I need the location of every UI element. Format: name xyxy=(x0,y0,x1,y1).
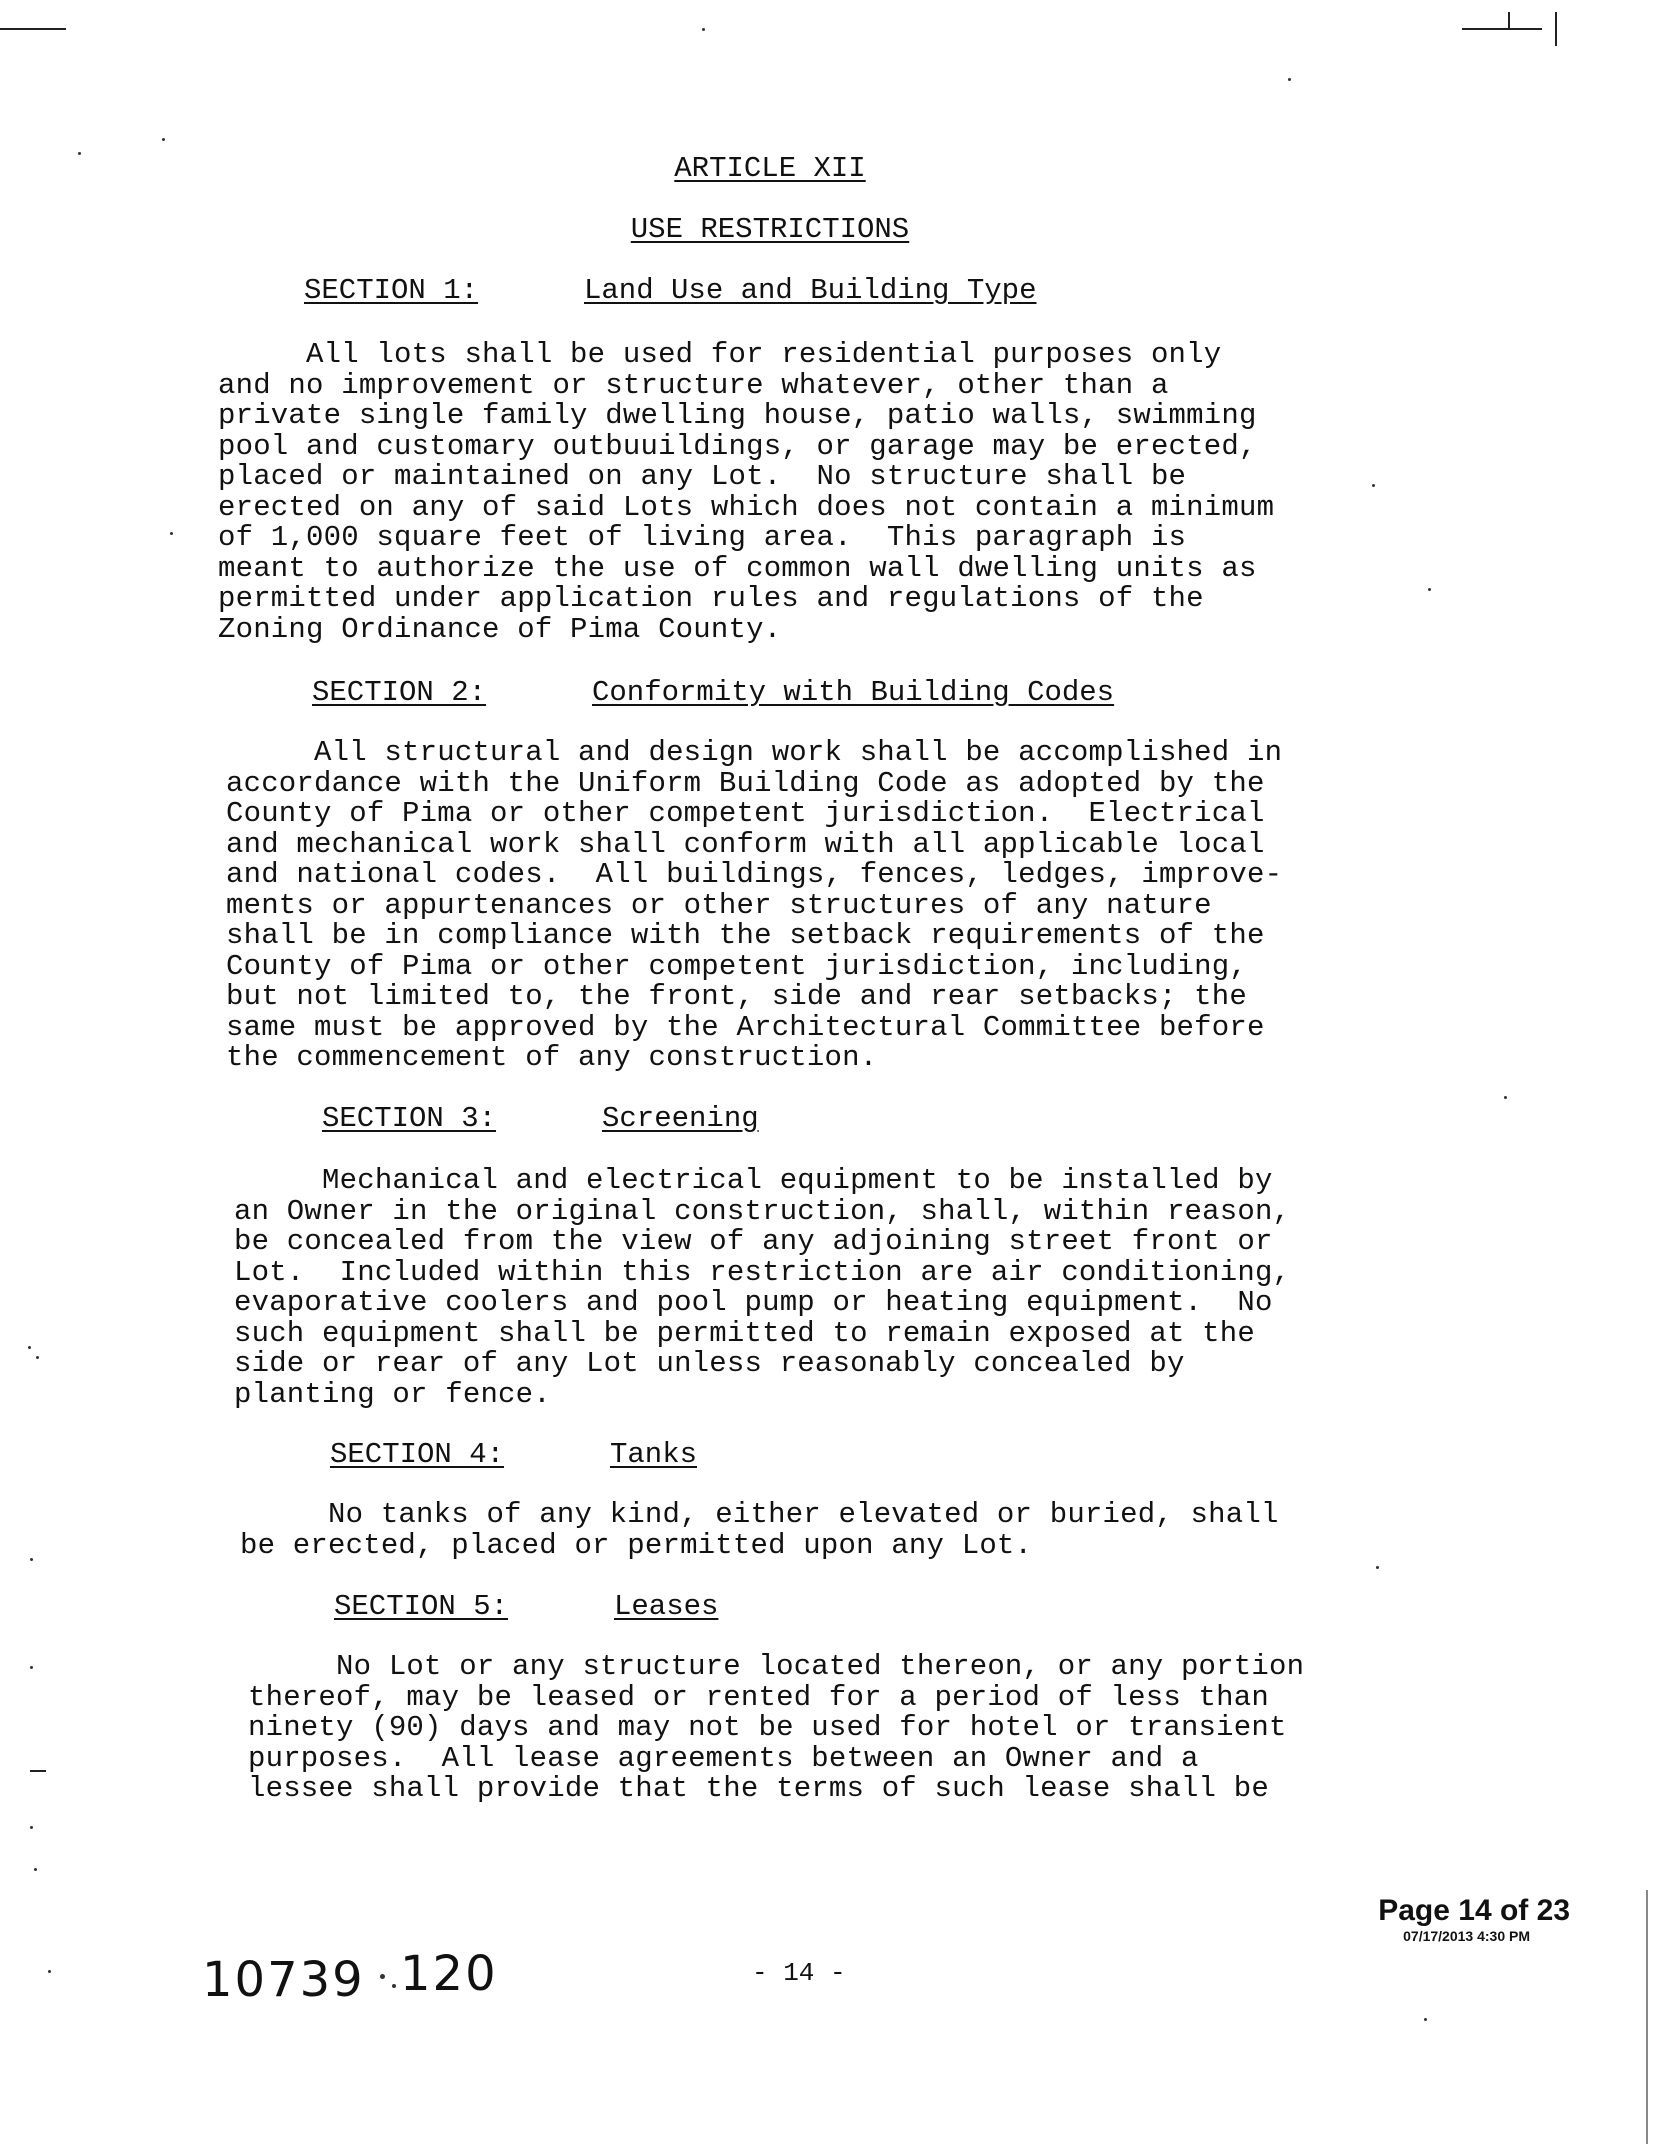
section-number: SECTION 1: xyxy=(304,274,479,307)
section-title: Screening xyxy=(602,1102,759,1135)
section-number: SECTION 2: xyxy=(312,676,487,709)
speck xyxy=(1504,1096,1507,1099)
section-title: Tanks xyxy=(610,1438,698,1471)
section-4-body xyxy=(240,1500,1279,1561)
text-line: and no improvement or structure whatever, other than a xyxy=(218,368,1169,402)
speck xyxy=(48,1970,51,1973)
section-1-heading xyxy=(304,274,1037,307)
text-line: but not limited to, the front, side and rear setbacks; the xyxy=(226,980,1247,1013)
section-5-heading xyxy=(334,1590,719,1623)
speck xyxy=(1288,78,1291,81)
text-line: such equipment shall be permitted to remain exposed at the xyxy=(234,1316,1255,1350)
text-line: be erected, placed or permitted upon any Lot. xyxy=(240,1528,1033,1562)
text-line: permitted under application rules and regulations of the xyxy=(218,582,1204,615)
scan-mark-left xyxy=(30,1770,46,1772)
text-line: and national codes. All buildings, fences, ledges, improve- xyxy=(226,858,1283,891)
text-line: meant to authorize the use of common wall dwelling units as xyxy=(218,551,1257,585)
text-line: same must be approved by the Architectural Committee before xyxy=(226,1010,1265,1044)
scan-mark-top-right-tick xyxy=(1508,12,1510,30)
speck xyxy=(28,1346,31,1349)
section-title: Conformity with Building Codes xyxy=(592,676,1115,709)
docket-number: 10739 xyxy=(202,1952,365,2008)
speck xyxy=(392,1984,396,1988)
text-line: shall be in compliance with the setback requirements of the xyxy=(226,919,1265,952)
text-line: be concealed from the view of any adjoining street front or xyxy=(234,1225,1273,1258)
text-line: an Owner in the original construction, shall, within reason, xyxy=(234,1194,1291,1228)
article-subtitle: USE RESTRICTIONS xyxy=(630,213,910,246)
text-line: All lots shall be used for residential purposes only xyxy=(218,338,1222,371)
section-number: SECTION 4: xyxy=(330,1438,505,1471)
speck xyxy=(36,1356,39,1359)
speck xyxy=(1376,1566,1379,1569)
text-line: Zoning Ordinance of Pima County. xyxy=(218,612,782,646)
text-line: and mechanical work shall conform with all applicable local xyxy=(226,827,1265,861)
text-line: evaporative coolers and pool pump or heating equipment. No xyxy=(234,1286,1273,1319)
text-line: placed or maintained on any Lot. No structure shall be xyxy=(218,460,1187,493)
text-line: ninety (90) days and may not be used for hotel or transient xyxy=(248,1711,1287,1744)
stamp-page-count: Page 14 of 23 xyxy=(1378,1894,1570,1927)
section-1-body xyxy=(218,340,1274,645)
text-line: Lot. Included within this restriction are air conditioning, xyxy=(234,1255,1291,1289)
text-line: erected on any of said Lots which does not contain a minimum xyxy=(218,490,1275,524)
speck xyxy=(30,1666,33,1669)
speck xyxy=(380,1974,385,1979)
text-line: purposes. All lease agreements between an Owner and a xyxy=(248,1741,1199,1775)
speck xyxy=(30,1558,33,1561)
section-number: SECTION 5: xyxy=(334,1590,509,1623)
section-number: SECTION 3: xyxy=(322,1102,497,1135)
section-2-body xyxy=(226,738,1282,1074)
text-line: side or rear of any Lot unless reasonably concealed by xyxy=(234,1347,1185,1380)
text-line: Mechanical and electrical equipment to be installed by xyxy=(234,1164,1273,1197)
page-number: - 14 - xyxy=(752,1958,846,1988)
scan-mark-top-left xyxy=(0,28,66,30)
speck xyxy=(1372,484,1375,487)
text-line: the commencement of any construction. xyxy=(226,1041,878,1074)
section-4-heading xyxy=(330,1438,698,1471)
speck xyxy=(702,28,705,31)
speck xyxy=(170,532,173,535)
scan-mark-top-right-tick2 xyxy=(1555,12,1557,46)
text-line: All structural and design work shall be accomplished in xyxy=(226,736,1283,769)
stamp-timestamp: 07/17/2013 4:30 PM xyxy=(1403,1928,1530,1944)
text-line: thereof, may be leased or rented for a period of less than xyxy=(248,1680,1269,1714)
text-line: No Lot or any structure located thereon, or any portion xyxy=(248,1650,1305,1683)
text-line: pool and customary outbuuildings, or garage may be erected, xyxy=(218,429,1257,463)
text-line: accordance with the Uniform Building Code as adopted by the xyxy=(226,766,1265,800)
section-3-body xyxy=(234,1166,1290,1410)
text-line: County of Pima or other competent jurisdiction, including, xyxy=(226,949,1247,983)
speck xyxy=(30,1826,33,1829)
section-3-heading xyxy=(322,1102,759,1135)
text-line: lessee shall provide that the terms of such lease shall be xyxy=(248,1772,1269,1805)
scan-mark-top-right xyxy=(1462,28,1542,30)
section-5-body xyxy=(248,1652,1304,1805)
text-line: County of Pima or other competent jurisdiction. Electrical xyxy=(226,797,1265,830)
text-line: ments or appurtenances or other structures of any nature xyxy=(226,888,1212,922)
text-line: of 1,000 square feet of living area. This paragraph is xyxy=(218,521,1187,554)
speck xyxy=(1424,2018,1427,2021)
docket-page: 120 xyxy=(400,1946,498,2002)
section-title: Leases xyxy=(614,1590,719,1623)
scan-edge-right xyxy=(1646,1890,1648,2144)
text-line: No tanks of any kind, either elevated or buried, shall xyxy=(240,1498,1279,1531)
speck xyxy=(34,1868,37,1871)
article-heading: ARTICLE XII xyxy=(674,152,866,185)
speck xyxy=(162,138,165,141)
section-title: Land Use and Building Type xyxy=(584,274,1037,307)
speck xyxy=(1428,588,1431,591)
text-line: planting or fence. xyxy=(234,1377,551,1411)
text-line: private single family dwelling house, patio walls, swimming xyxy=(218,399,1257,432)
recorder-stamp xyxy=(1260,1894,1570,1944)
section-2-heading xyxy=(312,676,1115,709)
